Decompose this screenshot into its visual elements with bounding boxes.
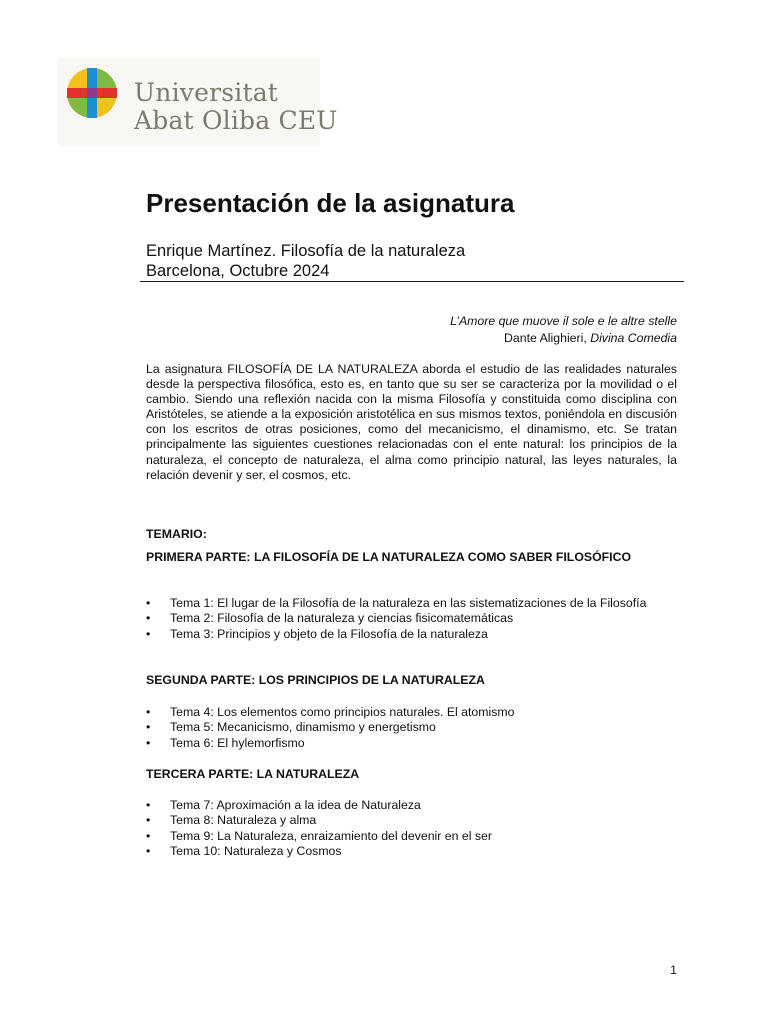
topic-text: Tema 10: Naturaleza y Cosmos: [170, 844, 342, 859]
university-emblem-icon: [66, 67, 118, 119]
list-item: [146, 736, 677, 751]
bullet-icon: •: [146, 596, 151, 610]
list-item: [146, 798, 677, 813]
topic-text: Tema 3: Principios y objeto de la Filosofía de la naturaleza: [170, 626, 488, 641]
place-date-line: Barcelona, Octubre 2024: [146, 262, 330, 280]
epigraph: [450, 313, 677, 347]
topic-text: Tema 7: Aproximación a la idea de Naturaleza: [170, 798, 421, 812]
title-divider: [140, 281, 684, 282]
page-number: 1: [670, 963, 677, 977]
list-item: [146, 813, 677, 828]
epigraph-quote: L’Amore que muove il sole e le altre stelle: [450, 314, 677, 328]
list-item: [146, 844, 677, 859]
author-subject-line: Enrique Martínez. Filosofía de la naturaleza: [146, 242, 466, 260]
part-2-topics: [146, 705, 677, 751]
document-subtitle: [146, 241, 465, 281]
list-item: [146, 627, 677, 642]
part-1-title: PRIMERA PARTE: LA FILOSOFÍA DE LA NATURALEZA COMO SABER FILOSÓFICO: [146, 550, 632, 564]
intro-paragraph: La asignatura FILOSOFÍA DE LA NATURALEZA aborda el estudio de las realidades naturales desde la perspectiva filosófica, esto es, en tanto que su ser se caracteriza por la movilidad o el cambio. Siendo una reflexión nacida con la misma Filosofía y constituida como disciplina con Aristóteles, se atiende a la exposición aristotélica en sus mismos textos, poniéndola en discusión con los escritos de otras posiciones, como del mecanicismo, el dinamismo, etc. Se tratan principalmente las siguientes cuestiones relacionadas con el ente natural: los principios de la naturaleza, el concepto de naturaleza, el alma como principio natural, las leyes naturales, la relación devenir y ser, el cosmos, etc.: [146, 362, 677, 482]
list-item: [146, 720, 677, 735]
logo-text-line1: Universitat: [134, 78, 279, 107]
topic-text: Tema 4: Los elementos como principios naturales. El atomismo: [170, 705, 515, 719]
bullet-icon: •: [146, 626, 151, 641]
bullet-icon: •: [146, 720, 151, 735]
bullet-icon: •: [146, 828, 151, 843]
list-item: [146, 705, 677, 720]
epigraph-work: Divina Comedia: [590, 331, 677, 345]
university-logo: [58, 58, 338, 146]
topic-text: Tema 1: El lugar de la Filosofía de la naturaleza en las sistematizaciones de la Filosofía: [170, 596, 647, 610]
bullet-icon: •: [146, 798, 151, 812]
topic-text: Tema 9: La Naturaleza, enraizamiento del devenir en el ser: [170, 828, 492, 843]
list-item: [146, 611, 677, 626]
epigraph-attribution: [450, 330, 677, 347]
part-3-topics: [146, 798, 677, 860]
epigraph-author: Dante Alighieri,: [504, 331, 591, 345]
syllabus-heading: TEMARIO:: [146, 527, 207, 541]
bullet-icon: •: [146, 735, 151, 750]
topic-text: Tema 8: Naturaleza y alma: [170, 813, 317, 828]
list-item: [146, 829, 677, 844]
topic-text: Tema 6: El hylemorfismo: [170, 735, 305, 750]
topic-text: Tema 5: Mecanicismo, dinamismo y energetismo: [170, 720, 436, 735]
part-2-title: SEGUNDA PARTE: LOS PRINCIPIOS DE LA NATURALEZA: [146, 673, 485, 687]
logo-text-line2: Abat Oliba CEU: [134, 106, 338, 135]
bullet-icon: •: [146, 844, 151, 859]
list-item: [146, 596, 677, 611]
bullet-icon: •: [146, 813, 151, 828]
bullet-icon: •: [146, 611, 151, 626]
part-1-topics: [146, 596, 677, 642]
topic-text: Tema 2: Filosofía de la naturaleza y ciencias fisicomatemáticas: [170, 611, 514, 626]
bullet-icon: •: [146, 705, 151, 719]
document-title: Presentación de la asignatura: [146, 188, 515, 218]
part-3-title: TERCERA PARTE: LA NATURALEZA: [146, 767, 360, 781]
